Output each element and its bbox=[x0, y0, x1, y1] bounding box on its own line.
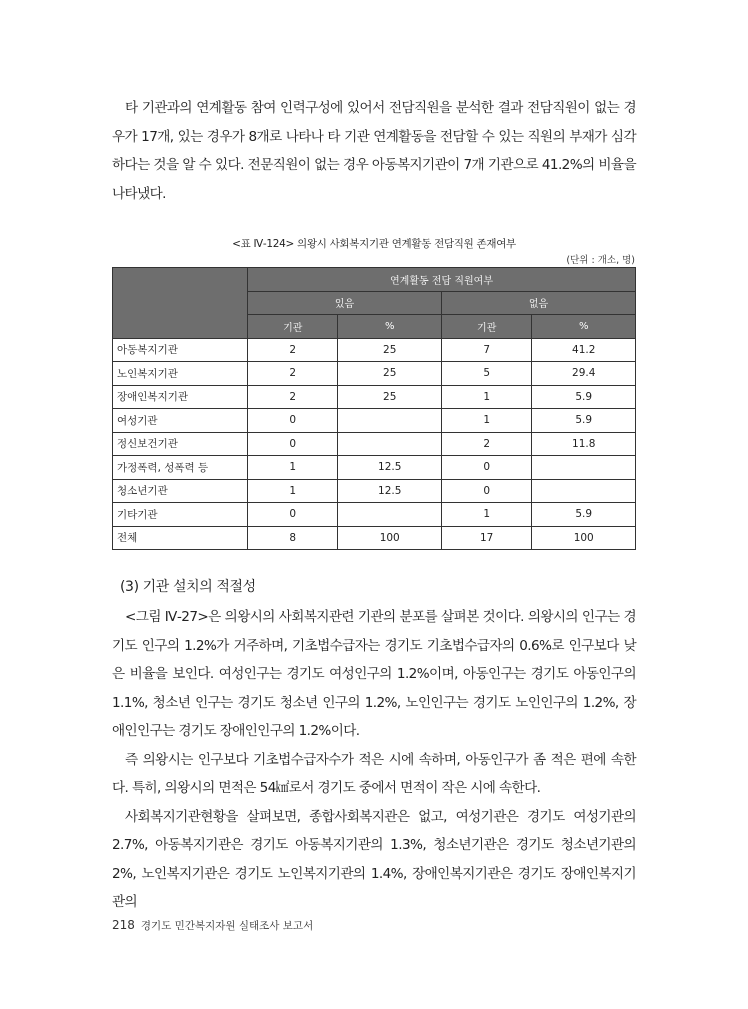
body-paragraph: 즉 의왕시는 인구보다 기초법수급자수가 적은 시에 속하며, 아동인구가 좀 적은 편에 속한다. 특히, 의왕시의 면적은 54㎢로서 경기도 중에서 면적이 작은 시에 속한다. bbox=[112, 751, 636, 796]
table-row bbox=[113, 409, 636, 433]
value-cell: 7 bbox=[441, 338, 531, 362]
table-body bbox=[113, 338, 636, 550]
row-label-cell: 여성기관 bbox=[113, 409, 248, 433]
section-title: (3) 기관 설치의 적절성 bbox=[120, 579, 256, 595]
value-cell bbox=[532, 479, 636, 503]
row-label-cell: 아동복지기관 bbox=[113, 338, 248, 362]
body-paragraph: 사회복지기관현황을 살펴보면, 종합사회복지관은 없고, 여성기관은 경기도 여성기관의 2.7%, 아동복지기관은 경기도 아동복지기관의 1.3%, 청소년기관은 경기도 청소년기관의 2%, 노인복지기관은 경기도 노인복지기관의 1.4%, 장애인복지기관은 경기도 장애인복지기관의 bbox=[112, 808, 636, 910]
body-text bbox=[112, 603, 636, 917]
value-cell: 0 bbox=[248, 503, 338, 527]
value-cell bbox=[338, 503, 441, 527]
value-cell: 29.4 bbox=[532, 362, 636, 386]
value-cell: 8 bbox=[248, 526, 338, 550]
row-label-cell: 가정폭력, 성폭력 등 bbox=[113, 456, 248, 480]
header-sub: % bbox=[532, 315, 636, 339]
table-row bbox=[113, 479, 636, 503]
liaison-staff-table bbox=[112, 267, 636, 550]
row-label-cell: 노인복지기관 bbox=[113, 362, 248, 386]
value-cell: 2 bbox=[248, 338, 338, 362]
row-label-cell: 장애인복지기관 bbox=[113, 385, 248, 409]
row-label-cell: 전체 bbox=[113, 526, 248, 550]
value-cell: 5.9 bbox=[532, 503, 636, 527]
row-label-cell: 정신보건기관 bbox=[113, 432, 248, 456]
value-cell: 5.9 bbox=[532, 385, 636, 409]
table-row bbox=[113, 362, 636, 386]
value-cell: 0 bbox=[441, 456, 531, 480]
header-sub: % bbox=[338, 315, 441, 339]
header-top: 연계활동 전담 직원여부 bbox=[248, 268, 636, 292]
value-cell: 41.2 bbox=[532, 338, 636, 362]
value-cell: 25 bbox=[338, 338, 441, 362]
table-row bbox=[113, 432, 636, 456]
value-cell bbox=[532, 456, 636, 480]
table-row bbox=[113, 456, 636, 480]
value-cell: 0 bbox=[441, 479, 531, 503]
table-unit: (단위 : 개소, 명) bbox=[566, 255, 635, 266]
value-cell: 0 bbox=[248, 409, 338, 433]
value-cell: 2 bbox=[248, 362, 338, 386]
value-cell: 5 bbox=[441, 362, 531, 386]
value-cell: 25 bbox=[338, 362, 441, 386]
intro-paragraph: 타 기관과의 연계활동 참여 인력구성에 있어서 전담직원을 분석한 결과 전담직원이 없는 경우가 17개, 있는 경우가 8개로 나타나 타 기관 연계활동을 전담할 수 있는 직원의 부재가 심각하다는 것을 알 수 있다. 전문직원이 없는 경우 아동복지기관이 7개 기관으로 41.2%의 비율을 나타냈다. bbox=[112, 100, 636, 202]
value-cell: 1 bbox=[441, 503, 531, 527]
value-cell: 5.9 bbox=[532, 409, 636, 433]
page-footer bbox=[112, 918, 313, 933]
header-group-no: 없음 bbox=[441, 291, 635, 315]
row-label-cell: 기타기관 bbox=[113, 503, 248, 527]
value-cell: 12.5 bbox=[338, 479, 441, 503]
table-row bbox=[113, 503, 636, 527]
header-group-yes: 있음 bbox=[248, 291, 442, 315]
value-cell: 2 bbox=[248, 385, 338, 409]
value-cell: 12.5 bbox=[338, 456, 441, 480]
table-row bbox=[113, 385, 636, 409]
value-cell: 17 bbox=[441, 526, 531, 550]
corner-header-cell bbox=[113, 268, 248, 339]
value-cell bbox=[338, 409, 441, 433]
value-cell: 1 bbox=[441, 409, 531, 433]
value-cell: 25 bbox=[338, 385, 441, 409]
header-sub: 기관 bbox=[248, 315, 338, 339]
report-title: 경기도 민간복지자원 실태조사 보고서 bbox=[140, 920, 314, 932]
header-sub: 기관 bbox=[441, 315, 531, 339]
page-number: 218 bbox=[112, 918, 135, 932]
value-cell: 0 bbox=[248, 432, 338, 456]
value-cell: 100 bbox=[338, 526, 441, 550]
value-cell: 1 bbox=[248, 479, 338, 503]
value-cell bbox=[338, 432, 441, 456]
row-label-cell: 청소년기관 bbox=[113, 479, 248, 503]
value-cell: 2 bbox=[441, 432, 531, 456]
value-cell: 1 bbox=[441, 385, 531, 409]
table-caption: <표 Ⅳ-124> 의왕시 사회복지기관 연계활동 전담직원 존재여부 bbox=[232, 238, 516, 250]
value-cell: 11.8 bbox=[532, 432, 636, 456]
value-cell: 1 bbox=[248, 456, 338, 480]
table-row bbox=[113, 338, 636, 362]
table-row bbox=[113, 526, 636, 550]
value-cell: 100 bbox=[532, 526, 636, 550]
body-paragraph: <그림 Ⅳ-27>은 의왕시의 사회복지관련 기관의 분포를 살펴본 것이다. 의왕시의 인구는 경기도 인구의 1.2%가 거주하며, 기초법수급자는 경기도 기초법수급자의 0.6%로 인구보다 낮은 비율을 보인다. 여성인구는 경기도 여성인구의 1.2%이며, 아동인구는 경기도 아동인구의 1.1%, 청소년 인구는 경기도 청소년 인구의 1.2%, 노인인구는 경기도 노인인구의 1.2%, 장애인인구는 경기도 장애인인구의 1.2%이다. bbox=[112, 609, 636, 739]
